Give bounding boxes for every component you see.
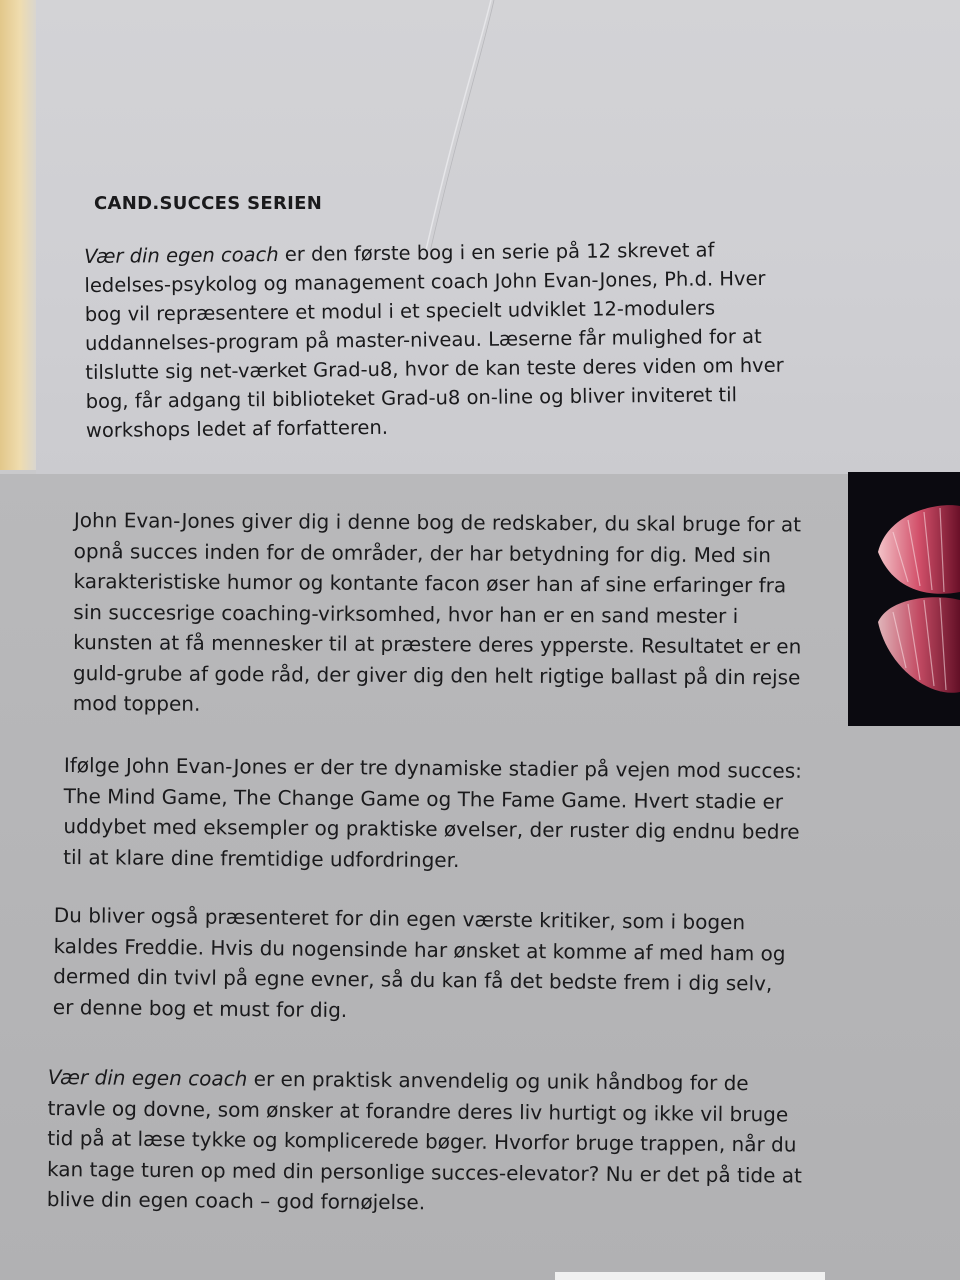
- description-paragraph-4: [47, 1062, 808, 1221]
- series-description: [84, 234, 806, 445]
- description-paragraph-3: Du bliver også præsenteret for din egen værste kritiker, som i bogen kaldes Freddie. Hvis du nogensinde har ønsket at komme af med ham og dermed din tvivl på egne evner, så du kan få det bedste frem i dig selv, er denne bog et must for dig.: [52, 902, 786, 1022]
- series-description-body: er den første bog i en serie på 12 skrevet af ledelses-psykolog og management coach John Evan-Jones, Ph.d. Hver bog vil repræsentere et modul i et specielt udviklet 12-modulers uddannelses-program på master-niveau. Læserne får mulighed for at tilslutte sig net-værket Grad-u8, hvor de kan teste deres viden om hver bog, får adgang til biblioteket Grad-u8 on-line og bliver inviteret til workshops ledet af forfatteren.: [84, 238, 784, 442]
- description-paragraph-4-body: er en praktisk anvendelig og unik håndbog for de travle og dovne, som ønsker at forandre deres liv hurtigt og ikke vil bruge tid på at læse tykke og komplicerede bøger. Hvorfor bruge trappen, når du kan tage turen op med din personlige succes-elevator? Nu er det på tide at blive din egen coach – god fornøjelse.: [46, 1066, 803, 1215]
- book-title-inline: Vær din egen coach: [47, 1064, 248, 1091]
- description-paragraph-1: John Evan-Jones giver dig i denne bog de redskaber, du skal bruge for at opnå succes inden for de områder, der har betydning for dig. Med sin karakteristiske humor og kontante facon øser han af sine erfaringer fra sin succesrige coaching-virksomhed, hvor han er en sand mester i kunsten at få mennesker til at præstere deres ypperste. Resultatet er en guld-grube af gode råd, der giver dig den helt rigtige ballast på din rejse mod toppen.: [72, 507, 802, 716]
- book-edge: [0, 0, 36, 470]
- bottom-label-strip: [555, 1272, 825, 1280]
- series-heading: CAND.SUCCES SERIEN: [94, 193, 323, 214]
- book-title-inline: Vær din egen coach: [84, 242, 279, 268]
- description-paragraph-2: Ifølge John Evan-Jones er der tre dynamiske stadier på vejen mod succes: The Mind Game, The Change Game og The Fame Game. Hvert stadie er uddybet med eksempler og praktiske øvelser, der ruster dig endnu bedre til at klare dine fremtidige udfordringer.: [63, 752, 803, 872]
- paper-crease: [396, 0, 516, 260]
- shell-image-icon: [848, 472, 960, 726]
